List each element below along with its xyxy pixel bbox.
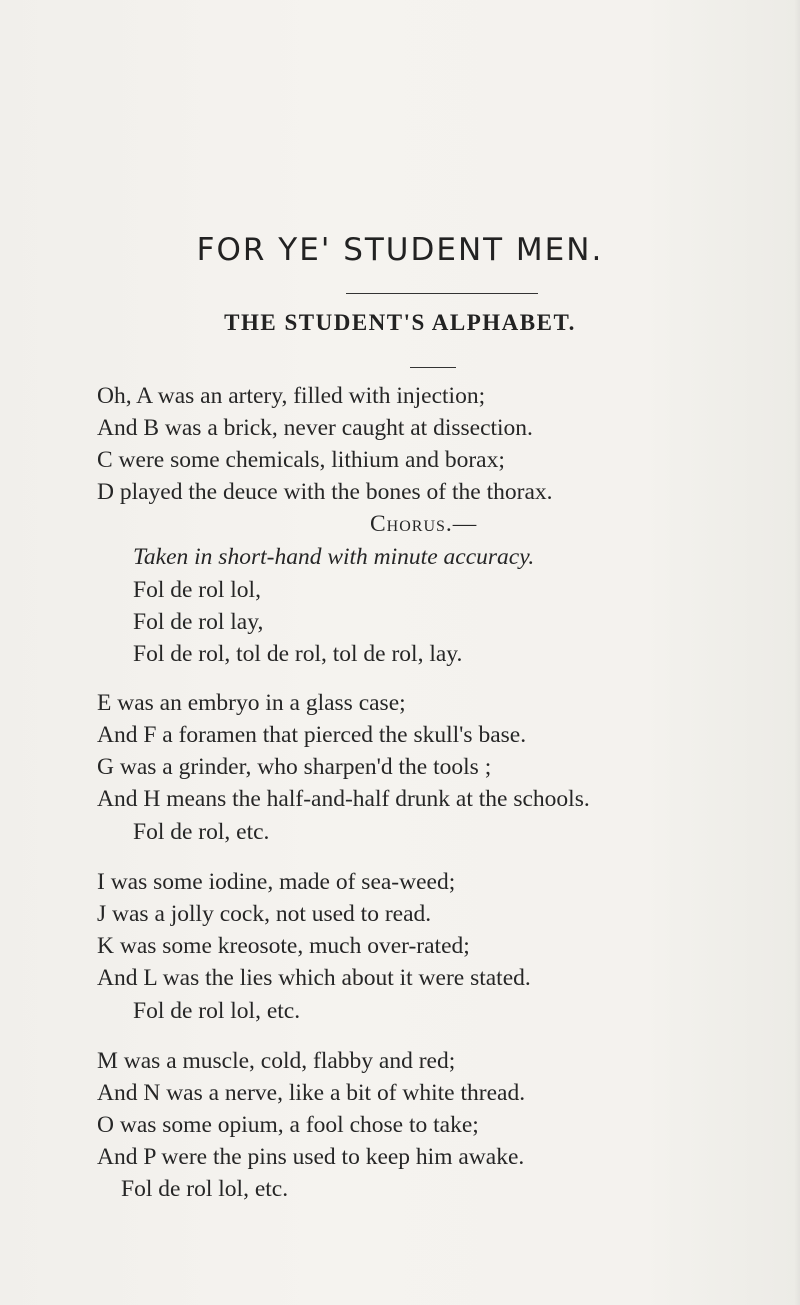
verse-2-line-1: E was an embryo in a glass case; — [97, 690, 406, 716]
verse-1-line-2: And B was a brick, never caught at dissection. — [97, 415, 533, 441]
verse-3-refrain: Fol de rol lol, etc. — [133, 998, 301, 1024]
verse-3-line-3: K was some kreosote, much over-rated; — [97, 933, 470, 959]
chorus-line-1: Taken in short-hand with minute accuracy. — [133, 544, 535, 570]
verse-2-line-2: And F a foramen that pierced the skull's base. — [97, 722, 527, 748]
chorus-label: Chorus.— — [370, 511, 478, 537]
verse-3-line-4: And L was the lies which about it were stated. — [97, 965, 531, 991]
verse-1-line-4: D played the deuce with the bones of the thorax. — [97, 479, 553, 505]
verse-4-line-4: And P were the pins used to keep him awake. — [97, 1144, 525, 1170]
verse-3-line-2: J was a jolly cock, not used to read. — [97, 901, 432, 927]
title-divider — [346, 293, 538, 294]
section-title: THE STUDENT'S ALPHABET. — [224, 310, 576, 335]
verse-1-line-3: C were some chemicals, lithium and borax; — [97, 447, 505, 473]
verse-2-refrain: Fol de rol, etc. — [133, 819, 270, 845]
chorus-line-3: Fol de rol lay, — [133, 609, 264, 635]
verse-4-line-2: And N was a nerve, like a bit of white thread. — [97, 1080, 526, 1106]
verse-2-line-3: G was a grinder, who sharpen'd the tools ; — [97, 754, 492, 780]
verse-4-line-3: O was some opium, a fool chose to take; — [97, 1112, 479, 1138]
verse-4-line-1: M was a muscle, cold, flabby and red; — [97, 1048, 456, 1074]
verse-3-line-1: I was some iodine, made of sea-weed; — [97, 869, 456, 895]
page-title: FOR YE' STUDENT MEN. — [196, 232, 604, 268]
verse-4-refrain: Fol de rol lol, etc. — [121, 1176, 289, 1202]
verse-2-line-4: And H means the half-and-half drunk at the schools. — [97, 786, 590, 812]
verse-1-line-1: Oh, A was an artery, filled with injection; — [97, 383, 486, 409]
chorus-line-4: Fol de rol, tol de rol, tol de rol, lay. — [133, 641, 463, 667]
subtitle-divider — [410, 367, 456, 368]
page-edge — [794, 0, 800, 1305]
chorus-line-2: Fol de rol lol, — [133, 577, 261, 603]
